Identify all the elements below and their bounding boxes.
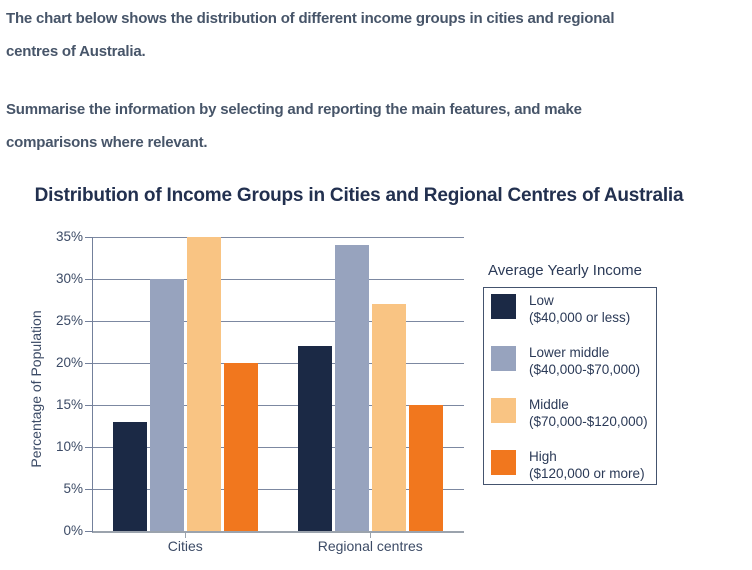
bar-regional-centres-low: [298, 346, 332, 531]
y-tick-label: 30%: [55, 271, 83, 286]
bar-cities-lower-middle: [150, 279, 184, 531]
bar-regional-centres-middle: [372, 304, 406, 531]
legend-item-range: ($40,000-$70,000): [529, 362, 641, 377]
y-tick: [85, 363, 93, 364]
y-tick-label: 35%: [55, 229, 83, 244]
legend-item-range: ($70,000-$120,000): [529, 414, 648, 429]
legend-item-range: ($40,000 or less): [529, 310, 631, 325]
y-tick-label: 20%: [55, 355, 83, 370]
x-axis-category-label: Cities: [167, 538, 203, 554]
y-tick: [85, 237, 93, 238]
prompt-line: comparisons where relevant.: [6, 134, 208, 151]
y-tick: [85, 447, 93, 448]
plot-area: [55, 229, 464, 554]
legend-swatch: [491, 294, 516, 319]
prompt-line: Summarise the information by selecting and reporting the main features, and make: [6, 101, 582, 118]
legend-swatch: [491, 450, 516, 475]
bar-cities-high: [224, 363, 258, 531]
task-prompt: [6, 2, 750, 159]
y-tick-label: 15%: [55, 397, 83, 412]
y-tick: [85, 321, 93, 322]
legend-swatch: [491, 398, 516, 423]
y-tick: [85, 405, 93, 406]
chart-title: Distribution of Income Groups in Cities and Regional Centres of Australia: [34, 185, 684, 206]
legend-item-label: [529, 448, 659, 482]
bar-regional-centres-high: [409, 405, 443, 531]
prompt-paragraph-1: [6, 2, 750, 68]
y-tick: [85, 489, 93, 490]
y-tick-label: 5%: [63, 481, 83, 496]
legend-item-name: Low: [529, 293, 554, 308]
y-tick-label: 0%: [63, 523, 83, 538]
bar-cities-middle: [187, 237, 221, 531]
x-axis-category-label: Regional centres: [317, 538, 423, 554]
bar-group-cities: [113, 237, 258, 531]
legend-swatch: [491, 346, 516, 371]
prompt-paragraph-2: [6, 93, 750, 159]
prompt-line: The chart below shows the distribution of different income groups in cities and regional: [6, 10, 615, 27]
bar-regional-centres-lower-middle: [335, 245, 369, 531]
y-tick: [85, 279, 93, 280]
y-tick-label: 25%: [55, 313, 83, 328]
prompt-line: centres of Australia.: [6, 43, 146, 60]
legend-item-name: Middle: [529, 397, 569, 412]
legend: [483, 287, 657, 485]
legend-item-label: [529, 344, 659, 378]
legend-item-label: [529, 292, 659, 326]
y-axis-label: Percentage of Population: [28, 310, 44, 468]
y-tick-label: 10%: [55, 439, 83, 454]
y-tick: [85, 531, 93, 532]
bar-group-regional-centres: [298, 237, 443, 531]
legend-item-label: [529, 396, 659, 430]
legend-title: Average Yearly Income: [488, 262, 642, 279]
legend-item-name: High: [529, 449, 557, 464]
legend-item-name: Lower middle: [529, 345, 610, 360]
bar-cities-low: [113, 422, 147, 531]
legend-item-range: ($120,000 or more): [529, 466, 645, 481]
